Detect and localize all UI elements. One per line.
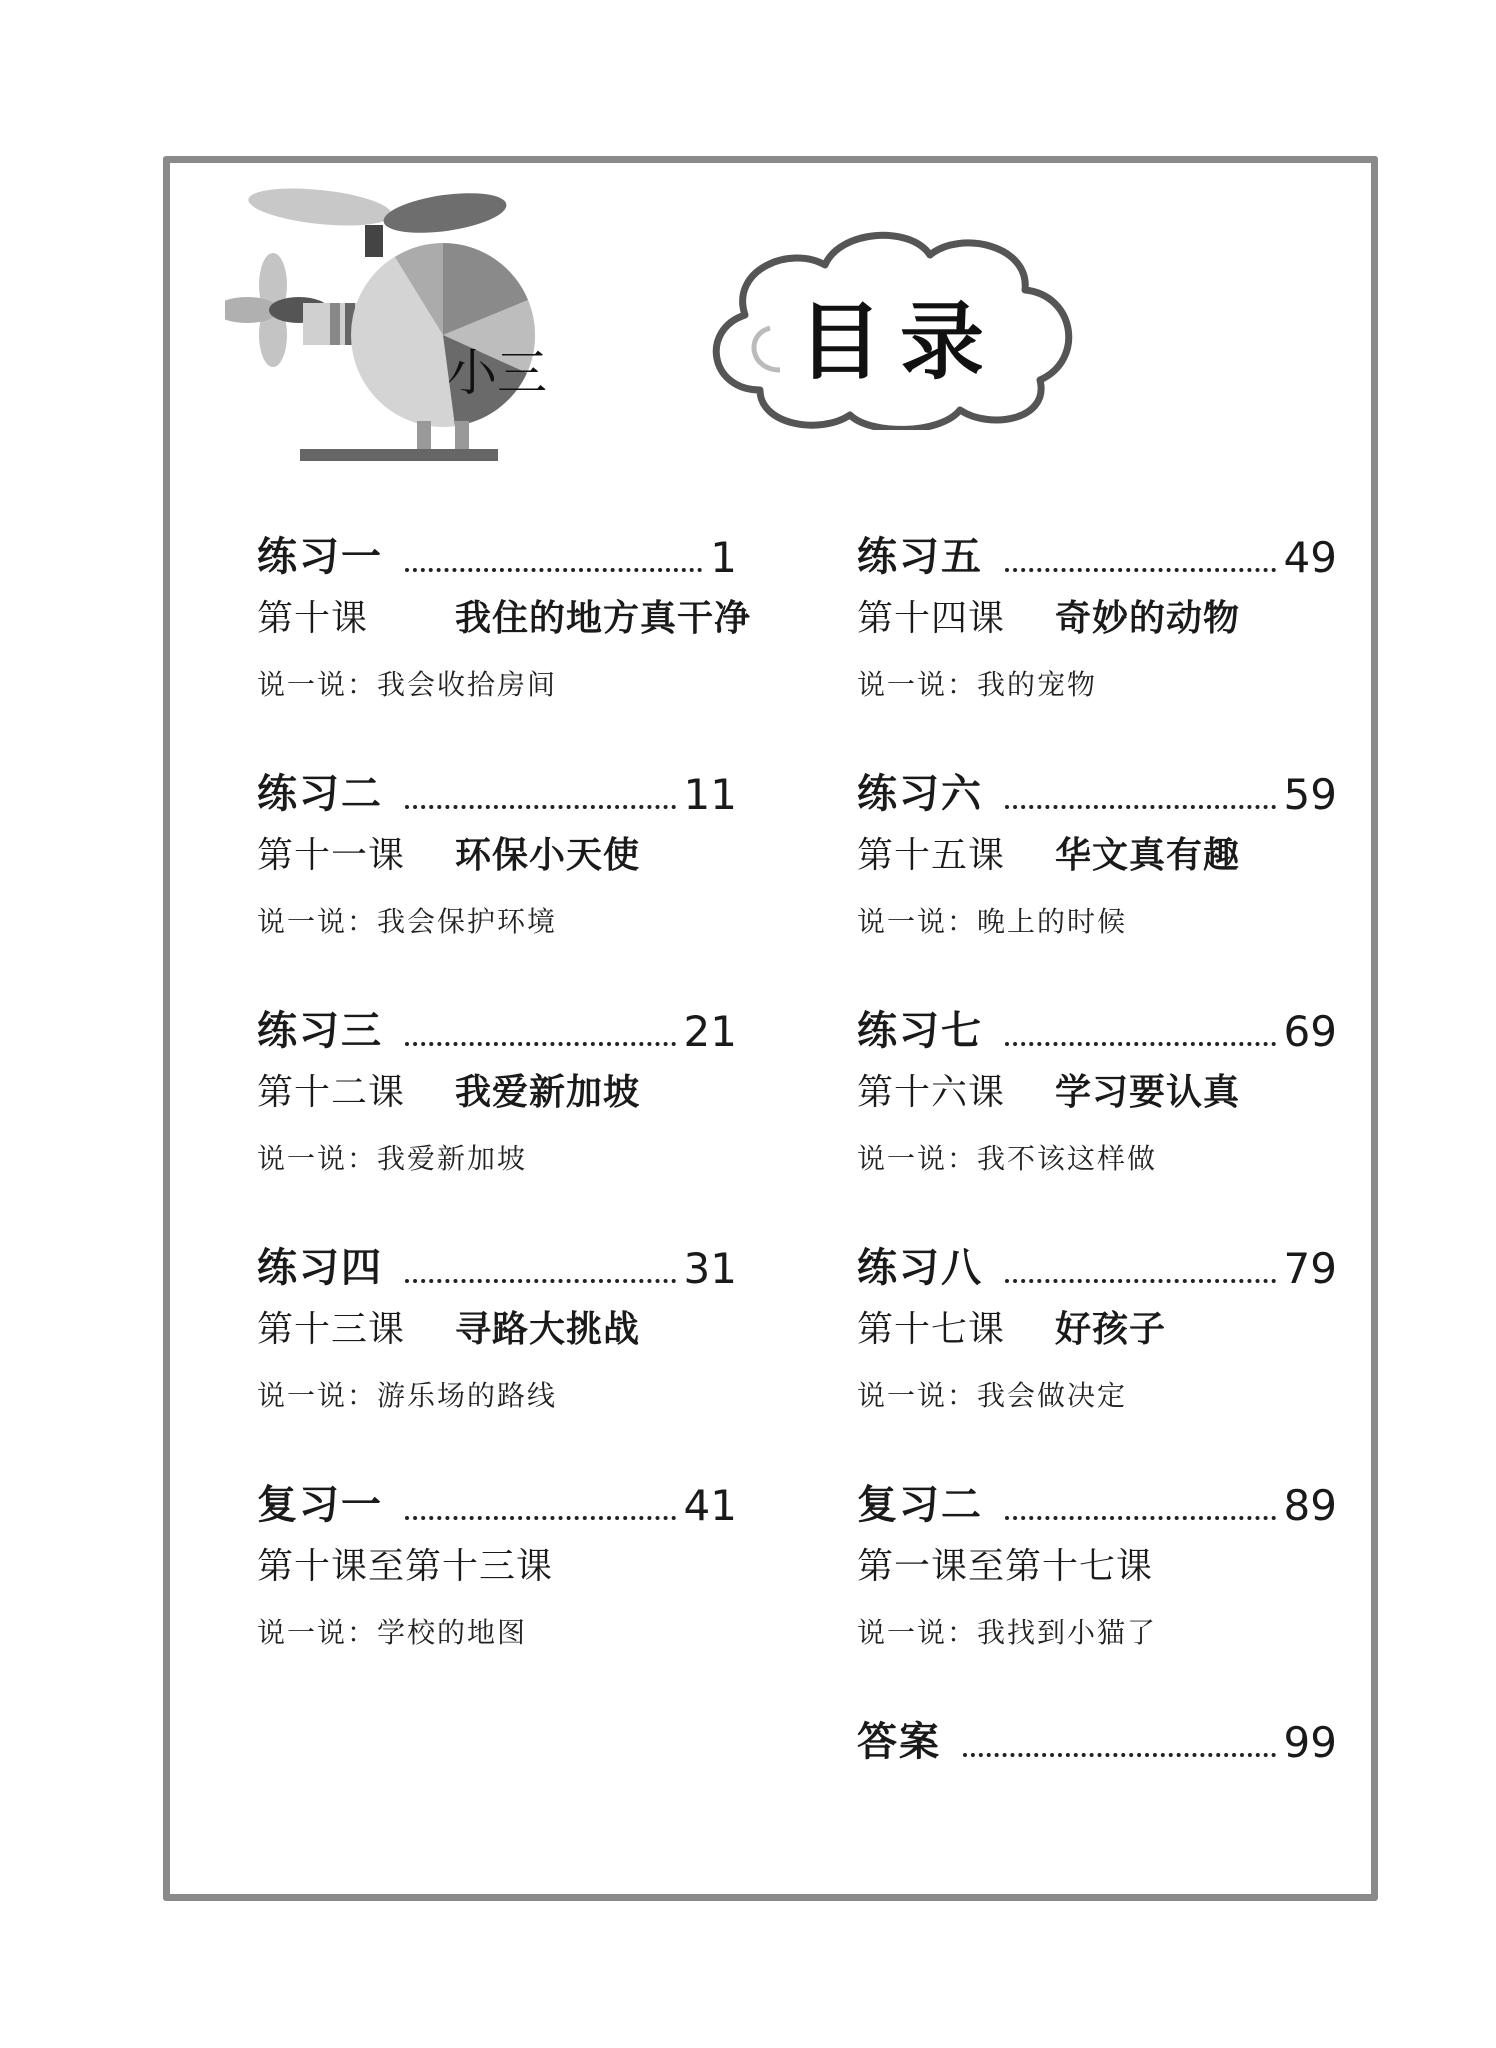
lesson-name: 我爱新加坡	[455, 1072, 641, 1113]
talk-topic: 说一说：游乐场的路线	[257, 1379, 558, 1412]
page-title: 目录	[797, 293, 1002, 391]
lesson-number: 第十六课	[857, 1072, 1006, 1113]
talk-topic: 说一说：我会收拾房间	[257, 668, 558, 701]
toc-entry[interactable]	[257, 1231, 737, 1468]
toc-entry[interactable]	[257, 757, 737, 994]
lesson-name: 我住的地方真干净	[455, 598, 752, 639]
talk-topic: 说一说：晚上的时候	[857, 905, 1128, 938]
toc-entry[interactable]	[257, 1468, 737, 1705]
answers-title: 答案	[857, 1719, 941, 1765]
toc-entry[interactable]	[257, 994, 737, 1231]
leader-dots	[405, 1279, 676, 1283]
page-number: 99	[1283, 1718, 1337, 1767]
page-number: 79	[1283, 1244, 1337, 1293]
page-number: 59	[1283, 770, 1337, 819]
leader-dots	[963, 1753, 1276, 1757]
lesson-number: 第十四课	[857, 598, 1006, 639]
helicopter-label: 小三	[447, 344, 547, 402]
toc-entry[interactable]	[857, 520, 1337, 757]
lesson-number: 第十课	[257, 598, 369, 639]
toc-entry-answers[interactable]	[857, 1705, 1337, 1767]
page-number: 41	[683, 1481, 737, 1530]
lesson-number: 第十五课	[857, 835, 1006, 876]
exercise-title: 练习三	[257, 1008, 383, 1054]
talk-topic: 说一说：我不该这样做	[857, 1142, 1158, 1175]
talk-topic: 说一说：我会保护环境	[257, 905, 558, 938]
lesson-name: 好孩子	[1055, 1309, 1167, 1350]
page-number: 69	[1283, 1007, 1337, 1056]
lesson-name: 奇妙的动物	[1055, 598, 1241, 639]
leader-dots	[1005, 1516, 1276, 1520]
exercise-title: 练习四	[257, 1245, 383, 1291]
leader-dots	[405, 805, 676, 809]
talk-topic: 说一说：我的宠物	[857, 668, 1098, 701]
toc-entry[interactable]	[857, 757, 1337, 994]
page-number: 1	[710, 533, 737, 582]
exercise-title: 复习二	[857, 1482, 983, 1528]
exercise-title: 练习二	[257, 771, 383, 817]
lesson-number: 第一课至第十七课	[857, 1546, 1154, 1587]
page-number: 31	[683, 1244, 737, 1293]
exercise-title: 练习八	[857, 1245, 983, 1291]
exercise-title: 练习一	[257, 534, 383, 580]
toc-entry[interactable]	[257, 520, 752, 757]
toc-entry[interactable]	[857, 994, 1337, 1231]
toc-entry[interactable]	[857, 1231, 1337, 1468]
leader-dots	[405, 1042, 676, 1046]
talk-topic: 说一说：我会做决定	[857, 1379, 1128, 1412]
toc-left-column	[257, 520, 752, 1705]
lesson-number: 第十二课	[257, 1072, 406, 1113]
lesson-name: 环保小天使	[455, 835, 641, 876]
talk-topic: 说一说：我找到小猫了	[857, 1616, 1158, 1649]
exercise-title: 练习七	[857, 1008, 983, 1054]
lesson-name: 华文真有趣	[1055, 835, 1241, 876]
lesson-number: 第十三课	[257, 1309, 406, 1350]
talk-topic: 说一说：学校的地图	[257, 1616, 528, 1649]
leader-dots	[1005, 1042, 1276, 1046]
lesson-number: 第十一课	[257, 835, 406, 876]
toc-entry[interactable]	[857, 1468, 1337, 1705]
exercise-title: 练习五	[857, 534, 983, 580]
exercise-title: 练习六	[857, 771, 983, 817]
page-number: 49	[1283, 533, 1337, 582]
page-number: 11	[683, 770, 737, 819]
page-number: 89	[1283, 1481, 1337, 1530]
leader-dots	[1005, 805, 1276, 809]
lesson-name: 寻路大挑战	[455, 1309, 641, 1350]
toc-right-column	[857, 520, 1337, 1705]
lesson-name: 学习要认真	[1055, 1072, 1241, 1113]
leader-dots	[405, 1516, 676, 1520]
leader-dots	[1005, 568, 1276, 572]
talk-topic: 说一说：我爱新加坡	[257, 1142, 528, 1175]
page-number: 21	[683, 1007, 737, 1056]
leader-dots	[405, 568, 702, 572]
exercise-title: 复习一	[257, 1482, 383, 1528]
lesson-number: 第十课至第十三课	[257, 1546, 554, 1587]
helicopter-illustration	[225, 185, 645, 465]
lesson-number: 第十七课	[857, 1309, 1006, 1350]
leader-dots	[1005, 1279, 1276, 1283]
